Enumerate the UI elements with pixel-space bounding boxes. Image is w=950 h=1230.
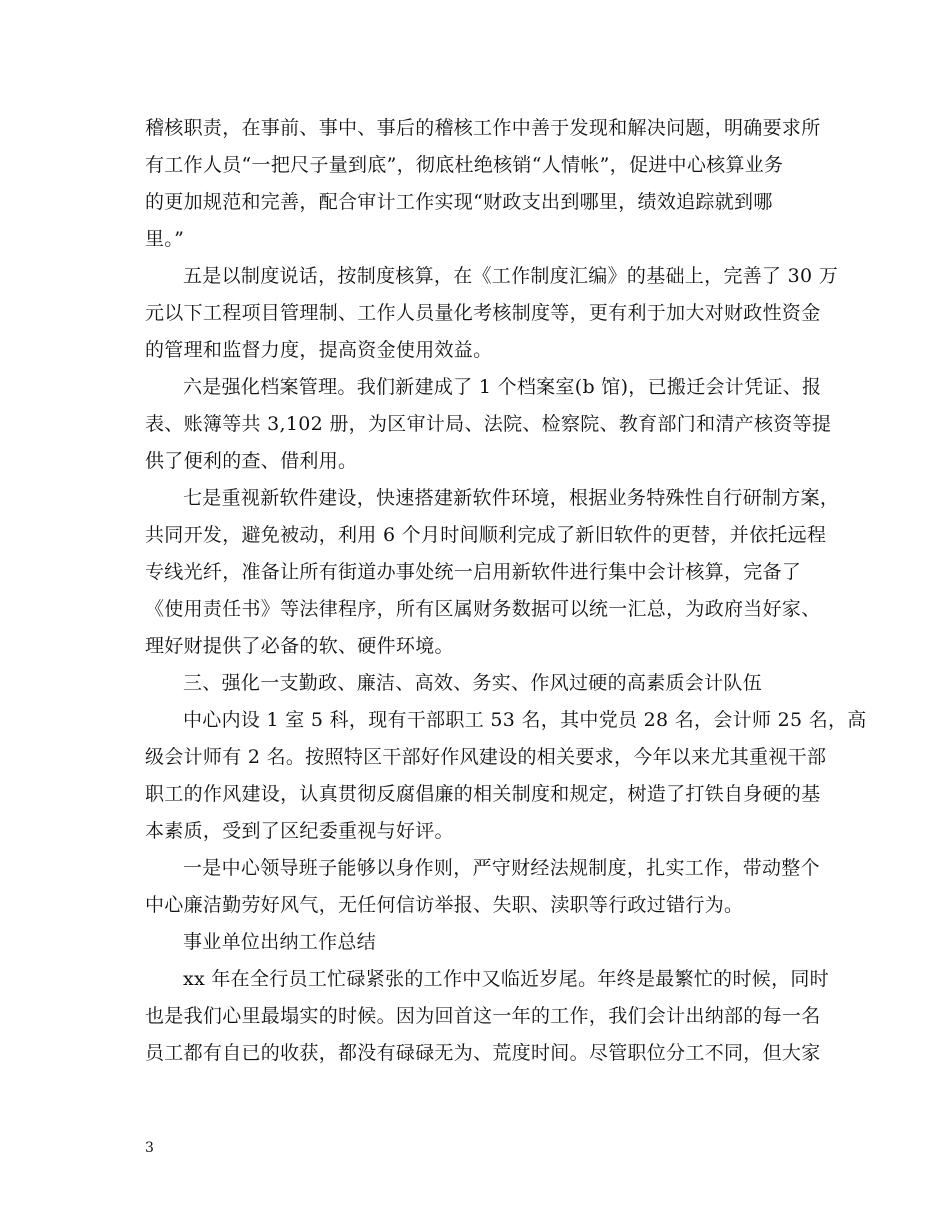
- text-line: 理好财提供了必备的软、硬件环境。: [145, 635, 454, 657]
- text-line: 稽核职责，在事前、事中、事后的稽核工作中善于发现和解决问题，明确要求所: [145, 117, 821, 139]
- text-line: 有工作人员“一把尺子量到底”，彻底杜绝核销“人情帐”，促进中心核算业务: [145, 154, 784, 176]
- text-line: 职工的作风建设，认真贯彻反腐倡廉的相关制度和规定，树造了打铁自身硬的基: [145, 783, 821, 805]
- text-line: 中心内设 1 室 5 科，现有干部职工 53 名，其中党员 28 名，会计师 25 名，高: [183, 709, 867, 731]
- text-line: 表、账簿等共 3,102 册，为区审计局、法院、检察院、教育部门和清产核资等提: [145, 413, 832, 435]
- text-line: 《使用责任书》等法律程序，所有区属财务数据可以统一汇总，为政府当好家、: [145, 598, 821, 620]
- text-line: 里。”: [145, 228, 185, 250]
- section-heading: 三、强化一支勤政、廉洁、高效、务实、作风过硬的高素质会计队伍: [183, 672, 763, 694]
- text-line: 也是我们心里最塌实的时候。因为回首这一年的工作，我们会计出纳部的每一名: [145, 1005, 821, 1027]
- text-line: 的更加规范和完善，配合审计工作实现“财政支出到哪里，绩效追踪就到哪: [145, 191, 773, 213]
- text-line: 六是强化档案管理。我们新建成了 1 个档案室(b 馆)，已搬迁会计凭证、报: [183, 376, 822, 398]
- text-line: 供了便利的查、借利用。: [145, 450, 358, 472]
- page-number: 3: [145, 1140, 154, 1156]
- text-line: 的管理和监督力度，提高资金使用效益。: [145, 339, 493, 361]
- text-line: 员工都有自已的收获，都没有碌碌无为、荒度时间。尽管职位分工不同，但大家: [145, 1042, 821, 1064]
- section-heading: 事业单位出纳工作总结: [183, 931, 377, 953]
- text-line: 级会计师有 2 名。按照特区干部好作风建设的相关要求，今年以来尤其重视干部: [145, 746, 827, 768]
- text-line: 专线光纤，准备让所有街道办事处统一启用新软件进行集中会计核算，完备了: [145, 561, 802, 583]
- text-line: 一是中心领导班子能够以身作则，严守财经法规制度，扎实工作，带动整个: [183, 857, 820, 879]
- text-line: 七是重视新软件建设，快速搭建新软件环境，根据业务特殊性自行研制方案，: [183, 487, 840, 509]
- text-line: 本素质，受到了区纪委重视与好评。: [145, 820, 454, 842]
- text-line: 元以下工程项目管理制、工作人员量化考核制度等，更有利于加大对财政性资金: [145, 302, 821, 324]
- text-line: 中心廉洁勤劳好风气，无任何信访举报、失职、渎职等行政过错行为。: [145, 894, 744, 916]
- text-line: xx 年在全行员工忙碌紧张的工作中又临近岁尾。年终是最繁忙的时候，同时: [183, 968, 829, 990]
- text-line: 五是以制度说话，按制度核算，在《工作制度汇编》的基础上，完善了 30 万: [183, 265, 839, 287]
- text-line: 共同开发，避免被动，利用 6 个月时间顺利完成了新旧软件的更替，并依托远程: [145, 524, 827, 546]
